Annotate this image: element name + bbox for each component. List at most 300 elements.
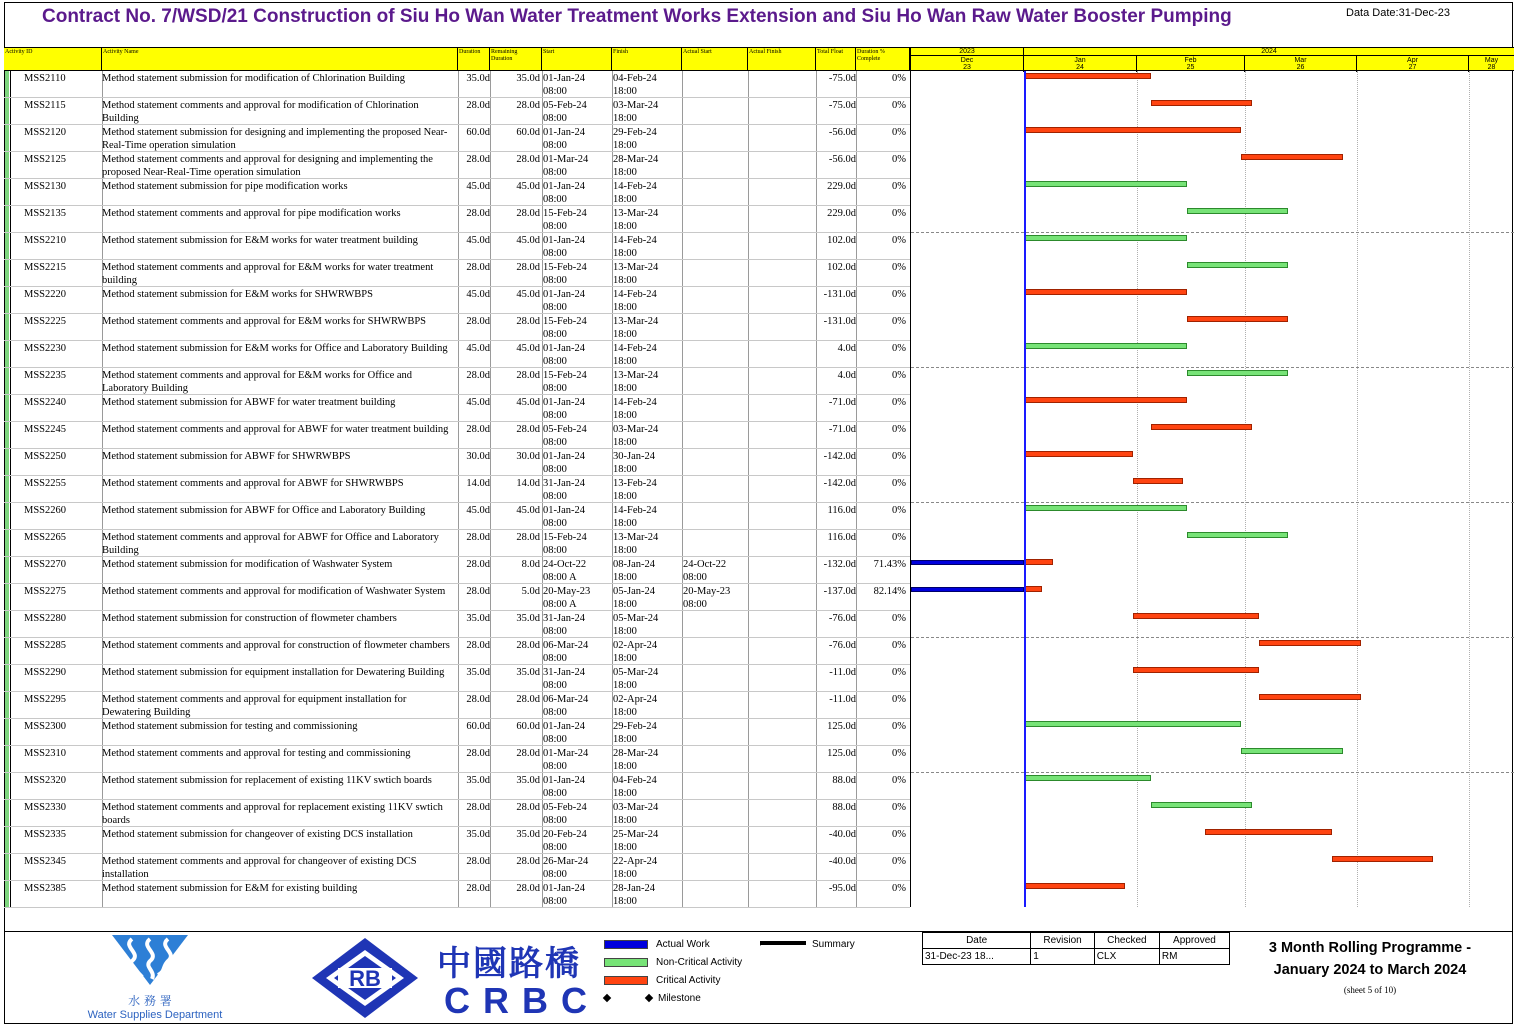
gantt-critical-bar[interactable] <box>1024 559 1053 565</box>
milestone-icon <box>645 994 653 1002</box>
crbc-english-name: CRBC <box>444 980 600 1021</box>
activity-pct: 0% <box>892 667 906 678</box>
activity-id: MSS2130 <box>24 181 67 192</box>
activity-remaining: 45.0d <box>516 397 540 408</box>
activity-remaining: 28.0d <box>516 748 540 759</box>
activity-name: Method statement submission for testing and commissioning <box>102 721 358 732</box>
activity-duration: 45.0d <box>466 289 490 300</box>
activity-duration: 28.0d <box>466 424 490 435</box>
gantt-critical-bar[interactable] <box>1024 397 1187 403</box>
activity-id: MSS2265 <box>24 532 67 543</box>
activity-pct: 0% <box>892 397 906 408</box>
activity-actual-start <box>682 449 748 476</box>
activity-finish: 14-Feb-24 18:00 <box>613 289 657 313</box>
activity-name: Method statement comments and approval for E&M works for SHWRWBPS <box>102 316 426 327</box>
timescale-month: Apr 27 <box>1357 56 1469 72</box>
activity-actual-start <box>682 233 748 260</box>
activity-actual-start <box>682 422 748 449</box>
activity-remaining: 28.0d <box>516 424 540 435</box>
activity-duration: 28.0d <box>466 748 490 759</box>
activity-remaining: 14.0d <box>516 478 540 489</box>
gantt-critical-bar[interactable] <box>1133 613 1260 619</box>
timescale-year: 2023 <box>911 48 1024 56</box>
activity-remaining: 45.0d <box>516 181 540 192</box>
activity-start: 01-Jan-24 08:00 <box>543 127 585 151</box>
activity-start: 06-Mar-24 08:00 <box>543 640 589 664</box>
activity-id: MSS2135 <box>24 208 67 219</box>
activity-duration: 28.0d <box>466 586 490 597</box>
col-header-actual-start[interactable]: Actual Start <box>682 47 748 71</box>
activity-id: MSS2335 <box>24 829 67 840</box>
activity-pct: 0% <box>892 154 906 165</box>
activity-id: MSS2215 <box>24 262 67 273</box>
timescale-year: 2024 <box>1024 48 1514 56</box>
activity-duration: 28.0d <box>466 316 490 327</box>
table-row[interactable] <box>4 881 910 908</box>
activity-id: MSS2285 <box>24 640 67 651</box>
activity-pct: 0% <box>892 73 906 84</box>
activity-name: Method statement comments and approval for replacement existing 11KV swtich boards <box>102 802 443 826</box>
activity-remaining: 28.0d <box>516 208 540 219</box>
rev-header-date: Date <box>923 933 1031 949</box>
activity-pct: 0% <box>892 802 906 813</box>
activity-name: Method statement comments and approval for ABWF for SHWRWBPS <box>102 478 404 489</box>
activity-finish: 14-Feb-24 18:00 <box>613 181 657 205</box>
col-header-finish[interactable]: Finish <box>612 47 682 71</box>
activity-finish: 04-Feb-24 18:00 <box>613 73 657 97</box>
activity-id: MSS2270 <box>24 559 67 570</box>
activity-remaining: 28.0d <box>516 100 540 111</box>
activity-start: 06-Mar-24 08:00 <box>543 694 589 718</box>
activity-start: 01-Mar-24 08:00 <box>543 154 589 178</box>
activity-finish: 05-Mar-24 18:00 <box>613 613 659 637</box>
group-separator <box>911 367 1514 368</box>
table-row[interactable] <box>4 557 910 584</box>
gantt-critical-bar[interactable] <box>1024 127 1241 133</box>
gantt-critical-bar[interactable] <box>1024 883 1125 889</box>
activity-remaining: 5.0d <box>521 586 540 597</box>
activity-pct: 0% <box>892 883 906 894</box>
activity-actual-start: 24-Oct-22 08:00 <box>683 559 727 583</box>
table-row[interactable] <box>4 233 910 260</box>
gantt-noncritical-bar[interactable] <box>1187 208 1288 214</box>
activity-start: 01-Jan-24 08:00 <box>543 289 585 313</box>
activity-remaining: 35.0d <box>516 829 540 840</box>
activity-actual-start <box>682 395 748 422</box>
table-row[interactable] <box>4 125 910 152</box>
activity-actual-start <box>682 368 748 395</box>
activity-float: 125.0d <box>827 721 856 732</box>
activity-finish: 13-Feb-24 18:00 <box>613 478 657 502</box>
activity-remaining: 60.0d <box>516 127 540 138</box>
activity-finish: 03-Mar-24 18:00 <box>613 100 659 124</box>
table-row[interactable] <box>4 854 910 881</box>
activity-float: -71.0d <box>828 424 856 435</box>
activity-pct: 71.43% <box>873 559 906 570</box>
activity-remaining: 28.0d <box>516 694 540 705</box>
gantt-noncritical-bar[interactable] <box>1241 748 1342 754</box>
activity-actual-finish <box>748 773 816 800</box>
table-row[interactable] <box>4 773 910 800</box>
gantt-actual-bar[interactable] <box>911 587 1024 592</box>
activity-actual-start <box>682 98 748 125</box>
activity-duration: 45.0d <box>466 181 490 192</box>
activity-actual-finish <box>748 260 816 287</box>
activity-float: -40.0d <box>828 856 856 867</box>
table-row[interactable] <box>4 503 910 530</box>
table-row[interactable] <box>4 422 910 449</box>
activity-actual-finish <box>748 98 816 125</box>
activity-float: 102.0d <box>827 262 856 273</box>
group-separator <box>911 232 1514 233</box>
activity-start: 05-Feb-24 08:00 <box>543 424 587 448</box>
activity-duration: 28.0d <box>466 154 490 165</box>
table-row[interactable] <box>4 287 910 314</box>
activity-start: 31-Jan-24 08:00 <box>543 613 585 637</box>
activity-float: -56.0d <box>828 127 856 138</box>
gantt-critical-bar[interactable] <box>1133 667 1260 673</box>
activity-actual-start <box>682 611 748 638</box>
col-header-duration[interactable]: Duration <box>458 47 490 71</box>
activity-actual-start <box>682 71 748 98</box>
activity-actual-start <box>682 881 748 908</box>
activity-pct: 0% <box>892 640 906 651</box>
legend <box>604 937 904 1017</box>
timescale-month: Jan 24 <box>1024 56 1137 72</box>
activity-id: MSS2220 <box>24 289 67 300</box>
group-separator <box>911 502 1514 503</box>
activity-remaining: 30.0d <box>516 451 540 462</box>
activity-pct: 0% <box>892 424 906 435</box>
gantt-critical-bar[interactable] <box>1151 100 1252 106</box>
col-header-name[interactable]: Activity Name <box>102 47 458 71</box>
activity-actual-start <box>682 854 748 881</box>
activity-name: Method statement submission for pipe modification works <box>102 181 348 192</box>
activity-actual-start <box>682 773 748 800</box>
gantt-noncritical-bar[interactable] <box>1024 505 1187 511</box>
activity-actual-start <box>682 827 748 854</box>
legend-noncritical: Non-Critical Activity <box>604 955 742 969</box>
gantt-critical-bar[interactable] <box>1024 73 1151 79</box>
activity-actual-finish <box>748 341 816 368</box>
activity-id: MSS2330 <box>24 802 67 813</box>
activity-actual-start <box>682 125 748 152</box>
activity-duration: 45.0d <box>466 235 490 246</box>
activity-id: MSS2260 <box>24 505 67 516</box>
activity-actual-finish <box>748 638 816 665</box>
gantt-critical-bar[interactable] <box>1205 829 1332 835</box>
activity-pct: 0% <box>892 694 906 705</box>
activity-actual-finish <box>748 827 816 854</box>
activity-pct: 0% <box>892 100 906 111</box>
activity-id: MSS2280 <box>24 613 67 624</box>
activity-actual-start <box>682 179 748 206</box>
activity-float: -131.0d <box>823 289 856 300</box>
activity-name: Method statement submission for E&M works for SHWRWBPS <box>102 289 373 300</box>
col-header-actual-finish[interactable]: Actual Finish <box>748 47 816 71</box>
activity-float: -71.0d <box>828 397 856 408</box>
activity-actual-finish <box>748 719 816 746</box>
activity-id: MSS2115 <box>24 100 66 111</box>
activity-start: 01-Jan-24 08:00 <box>543 883 585 907</box>
activity-finish: 08-Jan-24 18:00 <box>613 559 655 583</box>
activity-actual-finish <box>748 314 816 341</box>
gantt-actual-bar[interactable] <box>911 560 1024 565</box>
activity-remaining: 28.0d <box>516 640 540 651</box>
activity-actual-start <box>682 746 748 773</box>
table-row[interactable] <box>4 395 910 422</box>
gantt-noncritical-bar[interactable] <box>1187 262 1288 268</box>
activity-actual-finish <box>748 422 816 449</box>
activity-pct: 0% <box>892 343 906 354</box>
table-row[interactable] <box>4 314 910 341</box>
rev-header-revision: Revision <box>1031 933 1095 949</box>
activity-name: Method statement comments and approval for changeover of existing DCS installation <box>102 856 417 880</box>
gantt-noncritical-bar[interactable] <box>1024 775 1151 781</box>
table-row[interactable] <box>4 800 910 827</box>
activity-duration: 28.0d <box>466 100 490 111</box>
col-header-float[interactable]: Total Float <box>816 47 856 71</box>
rev-date: 31-Dec-23 18... <box>923 949 1031 965</box>
activity-pct: 0% <box>892 127 906 138</box>
table-row[interactable] <box>4 71 910 98</box>
activity-pct: 82.14% <box>873 586 906 597</box>
activity-duration: 28.0d <box>466 883 490 894</box>
activity-duration: 28.0d <box>466 532 490 543</box>
activity-start: 01-Jan-24 08:00 <box>543 397 585 421</box>
col-header-start[interactable]: Start <box>542 47 612 71</box>
activity-id: MSS2250 <box>24 451 67 462</box>
gantt-noncritical-bar[interactable] <box>1024 343 1187 349</box>
page-title: Contract No. 7/WSD/21 Construction of Siu Ho Wan Water Treatment Works Extension and Siu Ho Wan Raw Water Booster Pumping <box>42 6 1232 27</box>
activity-finish: 22-Apr-24 18:00 <box>613 856 658 880</box>
sheet-number: (sheet 5 of 10) <box>1343 985 1397 995</box>
table-row[interactable] <box>4 341 910 368</box>
gantt-critical-bar[interactable] <box>1241 154 1342 160</box>
activity-finish: 13-Mar-24 18:00 <box>613 370 659 394</box>
table-row[interactable] <box>4 368 910 395</box>
activity-actual-start <box>682 314 748 341</box>
activity-name: Method statement comments and approval for modification of Washwater System <box>102 586 446 597</box>
gantt-critical-bar[interactable] <box>1024 586 1042 592</box>
gantt-noncritical-bar[interactable] <box>1024 721 1241 727</box>
activity-actual-finish <box>748 368 816 395</box>
activity-finish: 28-Mar-24 18:00 <box>613 154 659 178</box>
legend-milestone: Milestone <box>604 991 701 1005</box>
gantt-noncritical-bar[interactable] <box>1024 235 1187 241</box>
activity-finish: 29-Feb-24 18:00 <box>613 127 657 151</box>
activity-remaining: 28.0d <box>516 883 540 894</box>
timescale-month: Mar 26 <box>1245 56 1357 72</box>
table-row[interactable] <box>4 530 910 557</box>
gantt-critical-bar[interactable] <box>1024 451 1133 457</box>
gantt-noncritical-bar[interactable] <box>1024 181 1187 187</box>
rev-header-approved: Approved <box>1159 933 1229 949</box>
activity-pct: 0% <box>892 289 906 300</box>
activity-name: Method statement submission for replacement of existing 11KV swtich boards <box>102 775 432 786</box>
activity-actual-finish <box>748 611 816 638</box>
activity-actual-finish <box>748 71 816 98</box>
table-row[interactable] <box>4 665 910 692</box>
gantt-critical-bar[interactable] <box>1187 316 1288 322</box>
legend-critical: Critical Activity <box>604 973 720 987</box>
activity-float: -137.0d <box>823 586 856 597</box>
activity-float: -11.0d <box>829 667 856 678</box>
activity-start: 01-Jan-24 08:00 <box>543 505 585 529</box>
milestone-icon <box>603 994 611 1002</box>
table-row[interactable] <box>4 449 910 476</box>
gantt-critical-bar[interactable] <box>1133 478 1184 484</box>
activity-pct: 0% <box>892 856 906 867</box>
table-row[interactable] <box>4 638 910 665</box>
activity-id: MSS2300 <box>24 721 67 732</box>
table-row[interactable] <box>4 98 910 125</box>
timescale-header <box>911 47 1514 71</box>
activity-start: 15-Feb-24 08:00 <box>543 262 587 286</box>
programme-title: 3 Month Rolling Programme - January 2024 to March 2024 <box>1268 940 1472 978</box>
activity-float: -142.0d <box>823 478 856 489</box>
activity-id: MSS2385 <box>24 883 67 894</box>
activity-actual-start <box>682 503 748 530</box>
activity-actual-start <box>682 260 748 287</box>
activity-name: Method statement submission for ABWF for Office and Laboratory Building <box>102 505 426 516</box>
activity-name: Method statement comments and approval for equipment installation for Dewatering Building <box>102 694 407 718</box>
activity-name: Method statement comments and approval for ABWF for water treatment building <box>102 424 449 435</box>
activity-start: 15-Feb-24 08:00 <box>543 532 587 556</box>
activity-duration: 28.0d <box>466 208 490 219</box>
gantt-critical-bar[interactable] <box>1332 856 1433 862</box>
activity-actual-finish <box>748 233 816 260</box>
activity-id: MSS2275 <box>24 586 67 597</box>
activity-pct: 0% <box>892 532 906 543</box>
activity-start: 01-Jan-24 08:00 <box>543 343 585 367</box>
activity-pct: 0% <box>892 235 906 246</box>
activity-start: 20-Feb-24 08:00 <box>543 829 587 853</box>
activity-duration: 28.0d <box>466 856 490 867</box>
table-row[interactable] <box>4 746 910 773</box>
activity-actual-start <box>682 665 748 692</box>
table-row[interactable] <box>4 260 910 287</box>
activity-name: Method statement comments and approval for E&M works for water treatment building <box>102 262 434 286</box>
activity-id: MSS2310 <box>24 748 67 759</box>
activity-pct: 0% <box>892 181 906 192</box>
activity-finish: 02-Apr-24 18:00 <box>613 694 658 718</box>
activity-float: -142.0d <box>823 451 856 462</box>
table-row[interactable] <box>4 719 910 746</box>
activity-remaining: 45.0d <box>516 505 540 516</box>
activity-duration: 35.0d <box>466 613 490 624</box>
gantt-critical-bar[interactable] <box>1259 640 1360 646</box>
activity-pct: 0% <box>892 451 906 462</box>
activity-finish: 04-Feb-24 18:00 <box>613 775 657 799</box>
activity-name: Method statement submission for modification of Washwater System <box>102 559 393 570</box>
activity-remaining: 28.0d <box>516 856 540 867</box>
activity-name: Method statement submission for construction of flowmeter chambers <box>102 613 397 624</box>
activity-actual-finish <box>748 881 816 908</box>
activity-start: 05-Feb-24 08:00 <box>543 100 587 124</box>
activity-actual-finish <box>748 476 816 503</box>
activity-remaining: 35.0d <box>516 613 540 624</box>
activity-start: 15-Feb-24 08:00 <box>543 370 587 394</box>
activity-start: 15-Feb-24 08:00 <box>543 208 587 232</box>
activity-start: 01-Jan-24 08:00 <box>543 451 585 475</box>
col-header-pct[interactable]: Duration % Complete <box>856 47 910 71</box>
activity-name: Method statement comments and approval for construction of flowmeter chambers <box>102 640 450 651</box>
activity-id: MSS2230 <box>24 343 67 354</box>
table-row[interactable] <box>4 827 910 854</box>
activity-actual-start <box>682 638 748 665</box>
activity-actual-start <box>682 206 748 233</box>
gantt-noncritical-bar[interactable] <box>1187 370 1288 376</box>
table-row[interactable] <box>4 584 910 611</box>
table-row[interactable] <box>4 611 910 638</box>
activity-name: Method statement comments and approval for designing and implementing the proposed Near-Real-Time operation simulation <box>102 154 433 178</box>
activity-name: Method statement submission for designing and implementing the proposed Near-Real-Time operation simulation <box>102 127 448 151</box>
activity-remaining: 8.0d <box>521 559 540 570</box>
activity-actual-finish <box>748 584 816 611</box>
activity-actual-start <box>682 692 748 719</box>
activity-duration: 35.0d <box>466 829 490 840</box>
activity-finish: 13-Mar-24 18:00 <box>613 316 659 340</box>
activity-start: 01-Jan-24 08:00 <box>543 775 585 799</box>
activity-actual-finish <box>748 530 816 557</box>
activity-float: 88.0d <box>832 775 856 786</box>
activity-float: -40.0d <box>828 829 856 840</box>
col-header-id[interactable]: Activity ID <box>4 47 102 71</box>
activity-actual-start <box>682 287 748 314</box>
rev-number: 1 <box>1031 949 1095 965</box>
activity-actual-finish <box>748 206 816 233</box>
activity-actual-finish <box>748 665 816 692</box>
gantt-critical-bar[interactable] <box>1259 694 1360 700</box>
gantt-noncritical-bar[interactable] <box>1151 802 1252 808</box>
gantt-critical-bar[interactable] <box>1024 289 1187 295</box>
activity-start: 15-Feb-24 08:00 <box>543 316 587 340</box>
wsd-logo <box>108 933 192 987</box>
activity-pct: 0% <box>892 370 906 381</box>
activity-duration: 28.0d <box>466 559 490 570</box>
activity-name: Method statement comments and approval for ABWF for Office and Laboratory Building <box>102 532 439 556</box>
activity-actual-start <box>682 476 748 503</box>
activity-remaining: 28.0d <box>516 370 540 381</box>
activity-finish: 25-Mar-24 18:00 <box>613 829 659 853</box>
activity-duration: 14.0d <box>466 478 490 489</box>
gantt-noncritical-bar[interactable] <box>1187 532 1288 538</box>
activity-finish: 28-Jan-24 18:00 <box>613 883 655 907</box>
data-date-line <box>1024 71 1026 907</box>
activity-duration: 45.0d <box>466 505 490 516</box>
table-row[interactable] <box>4 476 910 503</box>
activity-remaining: 35.0d <box>516 775 540 786</box>
rev-approved: RM <box>1159 949 1229 965</box>
table-row[interactable] <box>4 152 910 179</box>
table-row[interactable] <box>4 206 910 233</box>
activity-duration: 30.0d <box>466 451 490 462</box>
col-header-remaining[interactable]: Remaining Duration <box>490 47 542 71</box>
activity-float: 229.0d <box>827 181 856 192</box>
activity-remaining: 60.0d <box>516 721 540 732</box>
activity-pct: 0% <box>892 478 906 489</box>
activity-remaining: 35.0d <box>516 667 540 678</box>
table-row[interactable] <box>4 179 910 206</box>
activity-pct: 0% <box>892 748 906 759</box>
gantt-critical-bar[interactable] <box>1151 424 1252 430</box>
activity-finish: 14-Feb-24 18:00 <box>613 235 657 259</box>
table-row[interactable] <box>4 692 910 719</box>
activity-remaining: 28.0d <box>516 154 540 165</box>
activity-finish: 13-Mar-24 18:00 <box>613 208 659 232</box>
activity-actual-finish <box>748 854 816 881</box>
